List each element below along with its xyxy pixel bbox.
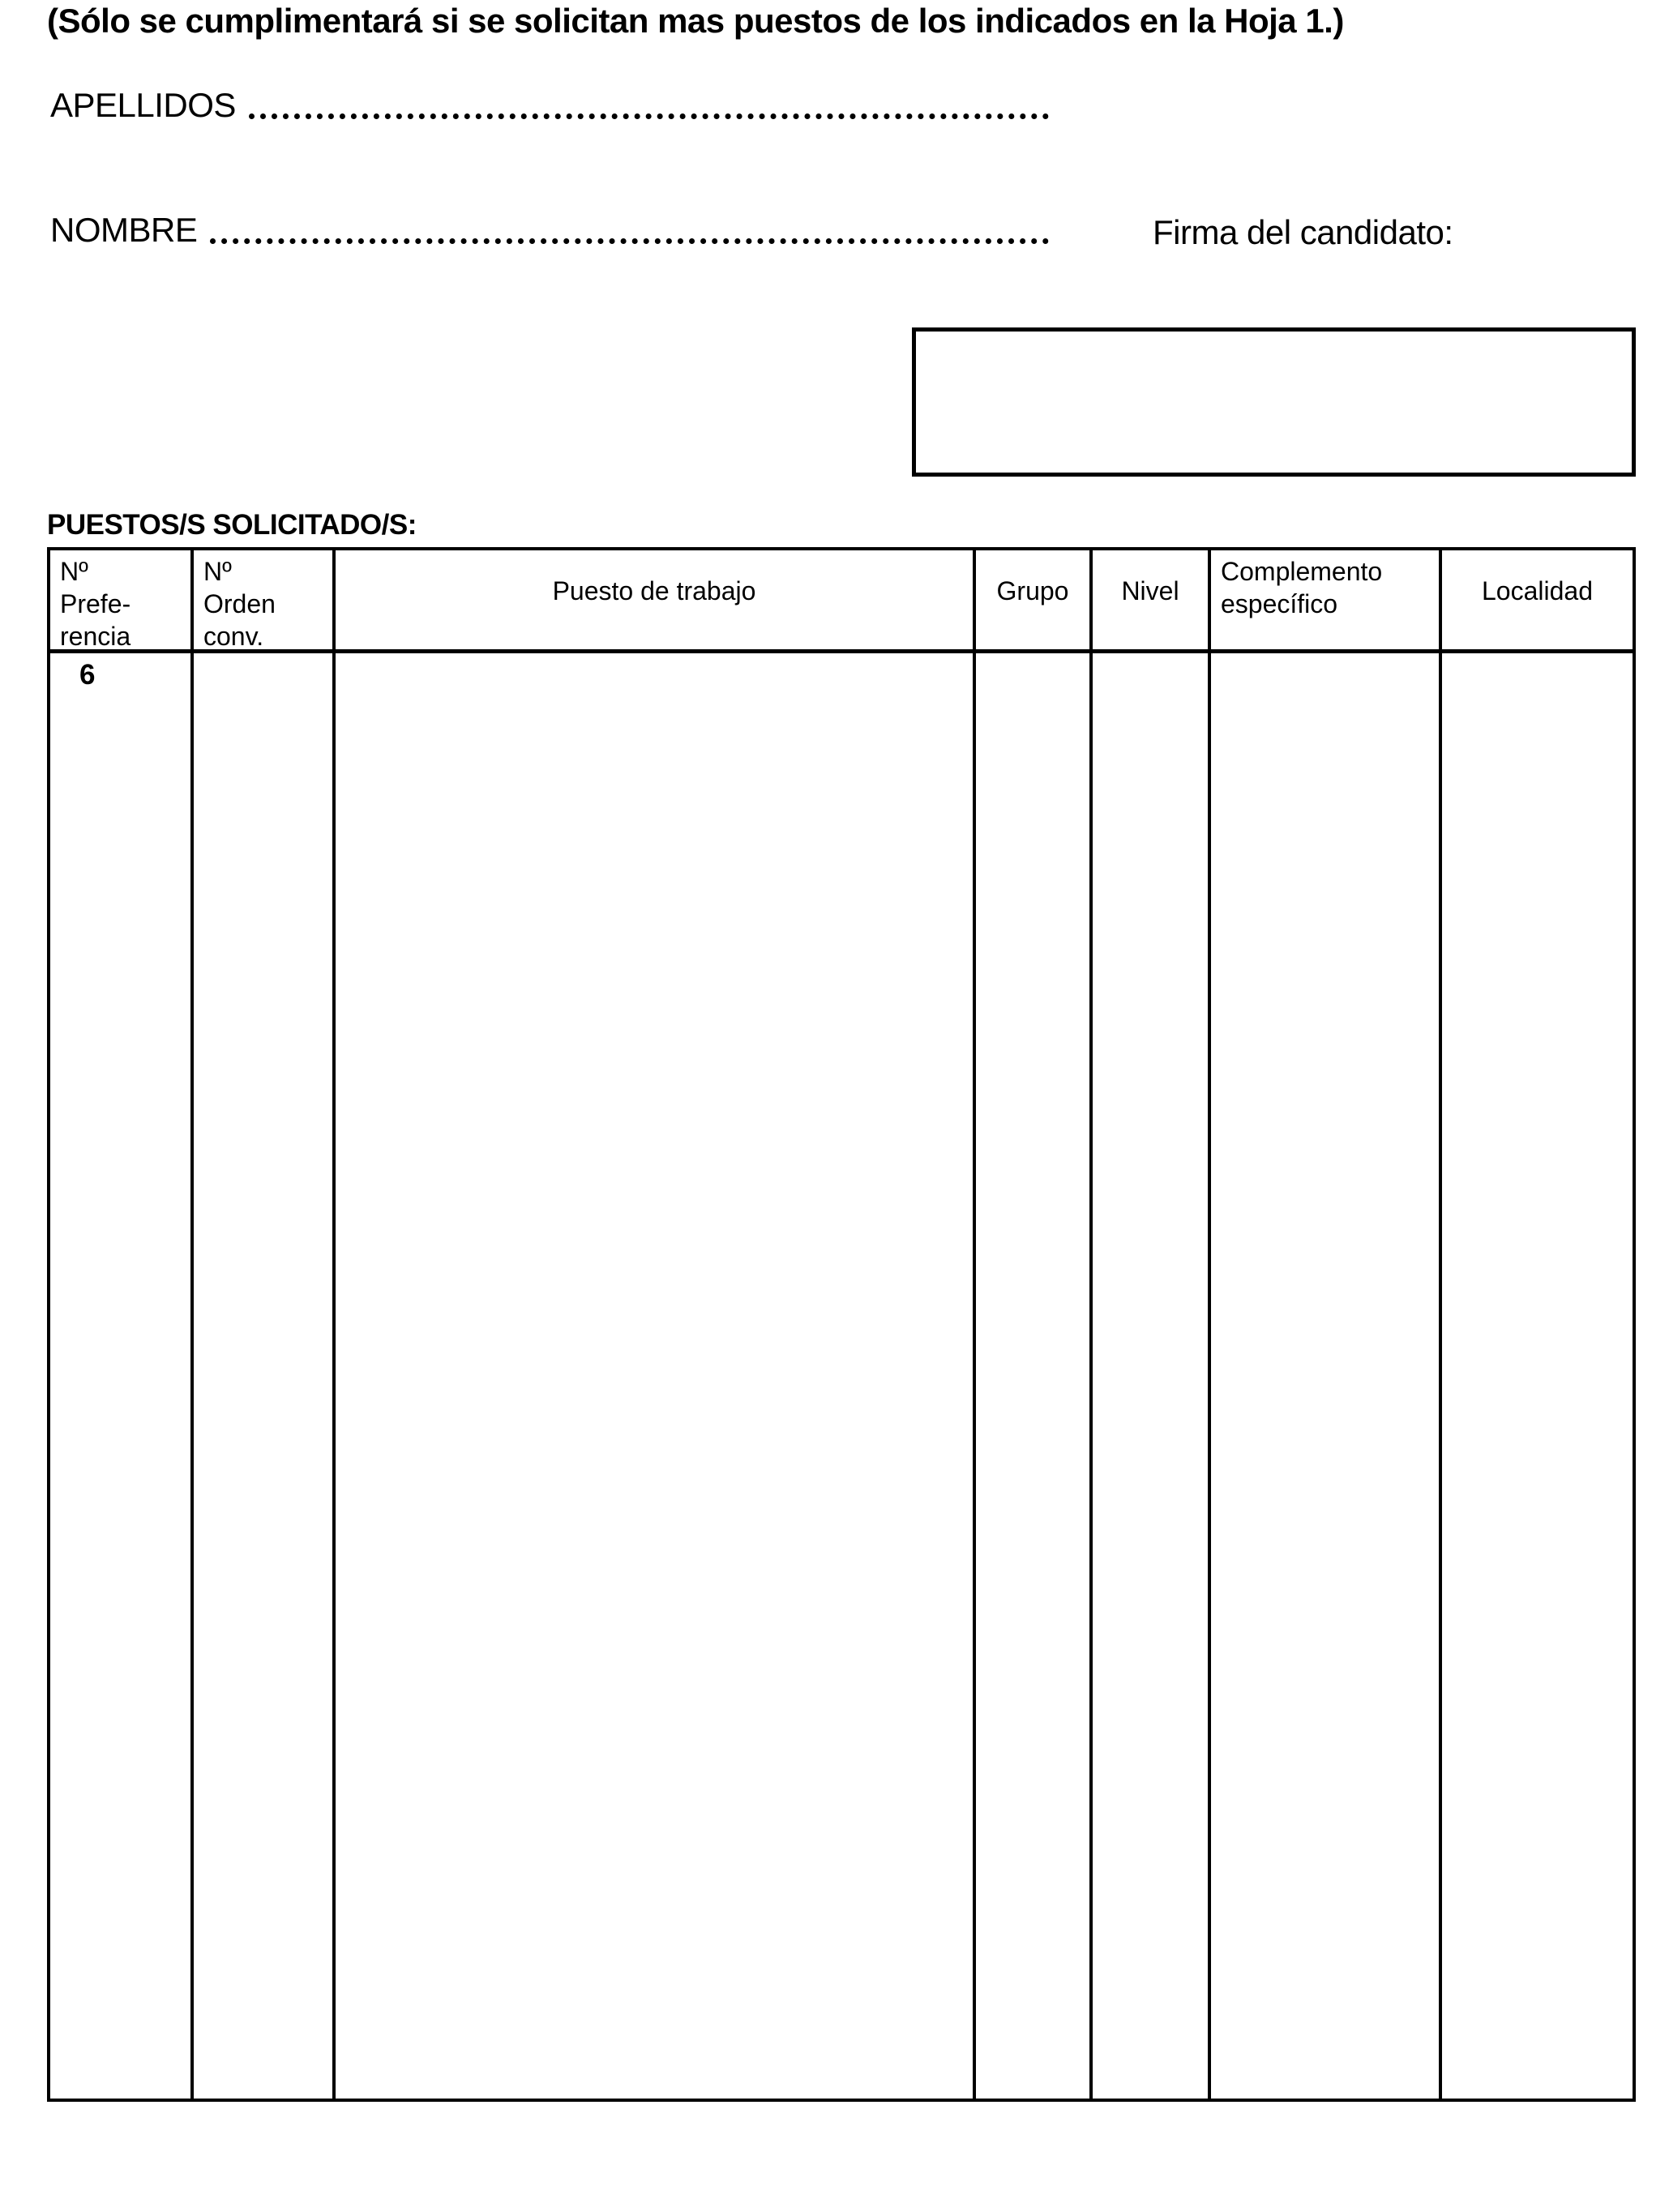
firma-label: Firma del candidato: bbox=[1153, 213, 1453, 251]
col-header-grupo bbox=[976, 550, 1093, 653]
cell-localidad[interactable] bbox=[1442, 653, 1633, 2099]
nombre-row bbox=[50, 211, 1049, 250]
col-header-line: específico bbox=[1221, 589, 1338, 618]
col-header-line: Localidad bbox=[1482, 576, 1593, 605]
col-header-complemento-especifico bbox=[1211, 550, 1442, 653]
cell-nivel[interactable] bbox=[1093, 653, 1211, 2099]
col-header-nivel bbox=[1093, 550, 1211, 653]
note-line: (Sólo se cumplimentará si se solicitan mas puestos de los indicados en la Hoja 1.) bbox=[47, 2, 1344, 40]
apellidos-label: APELLIDOS bbox=[50, 86, 236, 124]
col-header-line: conv. bbox=[203, 622, 264, 651]
col-header-puesto-de-trabajo bbox=[336, 550, 976, 653]
col-header-line: rencia bbox=[60, 622, 131, 651]
apellidos-fill-line[interactable] bbox=[249, 113, 1049, 119]
col-header-line: Orden bbox=[203, 589, 276, 618]
puestos-table bbox=[47, 547, 1636, 2102]
col-header-line: Nº bbox=[60, 557, 88, 586]
apellidos-row bbox=[50, 86, 1049, 125]
cell-puesto-de-trabajo[interactable] bbox=[336, 653, 976, 2099]
nombre-fill-line[interactable] bbox=[210, 238, 1049, 244]
section-heading: PUESTOS/S SOLICITADO/S: bbox=[47, 509, 417, 541]
col-header-preferencia bbox=[50, 550, 194, 653]
col-header-localidad bbox=[1442, 550, 1633, 653]
cell-complemento-especifico[interactable] bbox=[1211, 653, 1442, 2099]
col-header-line: Complemento bbox=[1221, 557, 1383, 586]
cell-preferencia[interactable]: 6 bbox=[50, 653, 194, 2099]
nombre-label: NOMBRE bbox=[50, 211, 198, 249]
col-header-line: Grupo bbox=[996, 576, 1069, 605]
col-header-line: Nº bbox=[203, 557, 232, 586]
col-header-line: Nivel bbox=[1121, 576, 1179, 605]
cell-grupo[interactable] bbox=[976, 653, 1093, 2099]
signature-box[interactable] bbox=[912, 327, 1636, 477]
col-header-line: Prefe- bbox=[60, 589, 131, 618]
col-header-line: Puesto de trabajo bbox=[552, 576, 756, 605]
col-header-orden-conv bbox=[194, 550, 336, 653]
cell-orden-conv[interactable] bbox=[194, 653, 336, 2099]
